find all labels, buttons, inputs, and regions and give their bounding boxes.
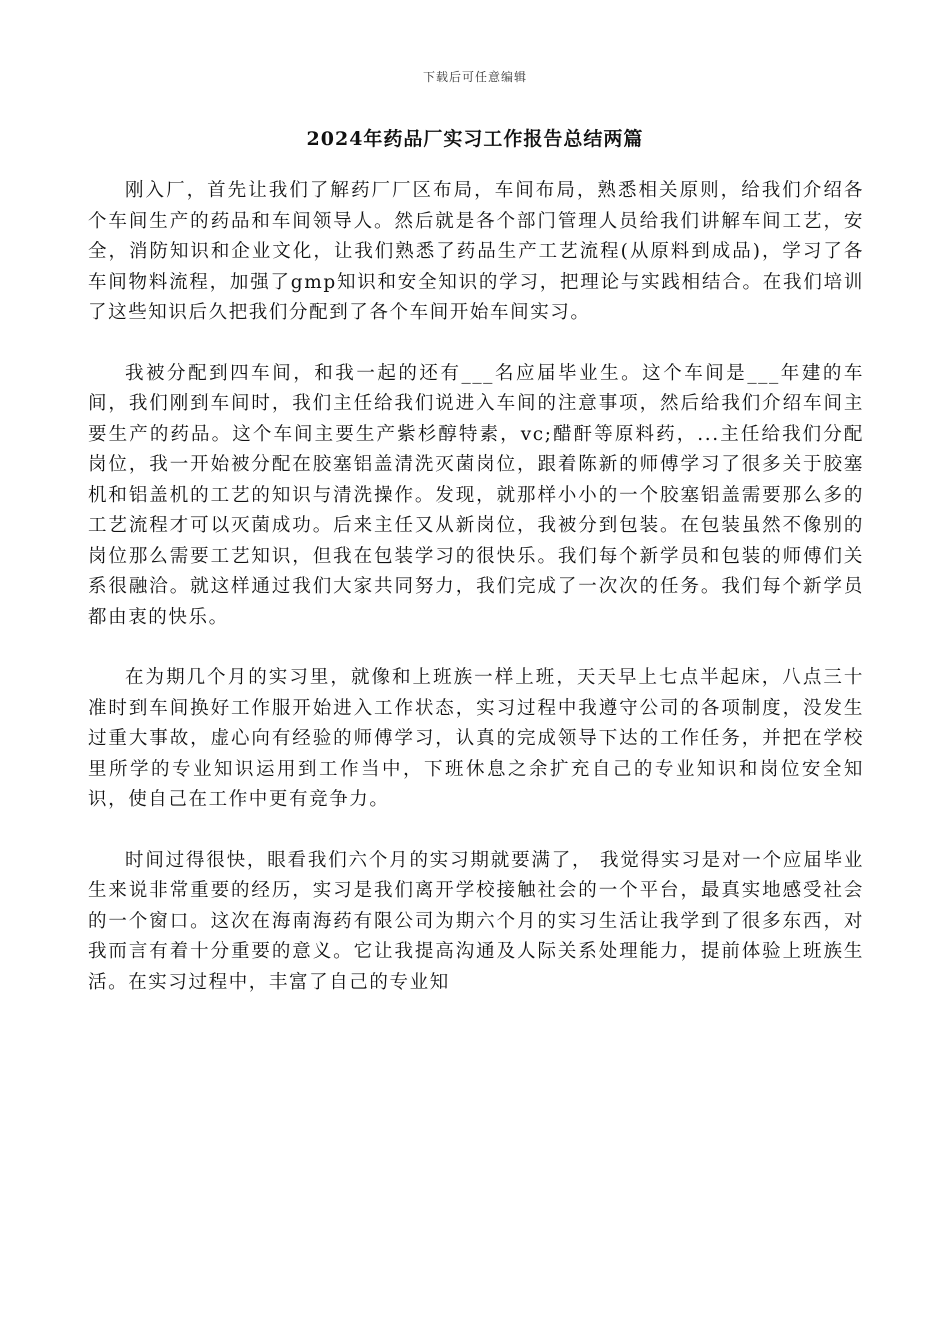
paragraph-4: 时间过得很快，眼看我们六个月的实习期就要满了， 我觉得实习是对一个应届毕业生来说非常重要的经历，实习是我们离开学校接触社会的一个平台，最真实地感受社会的一个窗口。这次在海南海药有限公司为期六个月的实习生活让我学到了很多东西，对我而言有着十分重要的意义。它让我提高沟通及人际关系处理能力，提前体验上班族生活。在实习过程中，丰富了自己的专业知	[88, 849, 864, 993]
document-title: 2024年药品厂实习工作报告总结两篇	[306, 128, 644, 150]
paragraph-3: 在为期几个月的实习里，就像和上班族一样上班，天天早上七点半起床，八点三十准时到车间换好工作服开始进入工作状态，实习过程中我遵守公司的各项制度，没发生过重大事故，虚心向有经验的师傅学习，认真的完成领导下达的工作任务，并把在学校里所学的专业知识运用到工作当中，下班休息之余扩充自己的专业知识和岗位安全知识，使自己在工作中更有竞争力。	[88, 667, 864, 810]
paragraph-1: 刚入厂，首先让我们了解药厂厂区布局，车间布局，熟悉相关原则，给我们介绍各个车间生产的药品和车间领导人。然后就是各个部门管理人员给我们讲解车间工艺，安全，消防知识和企业文化，让我们熟悉了药品生产工艺流程(从原料到成品)，学习了各车间物料流程，加强了gmp知识和安全知识的学习，把理论与实践相结合。在我们培训了这些知识后久把我们分配到了各个车间开始车间实习。	[88, 180, 864, 323]
header-note: 下载后可任意编辑	[422, 70, 527, 84]
document-body	[88, 176, 864, 1028]
paragraph-2: 我被分配到四车间，和我一起的还有___名应届毕业生。这个车间是___年建的车间，我们刚到车间时，我们主任给我们说进入车间的注意事项，然后给我们介绍车间主要生产的药品。这个车间主要生产紫杉醇特素，vc;醋酐等原料药，...主任给我们分配岗位，我一开始被分配在胶塞铝盖清洗灭菌岗位，跟着陈新的师傅学习了很多关于胶塞机和铝盖机的工艺的知识与清洗操作。发现，就那样小小的一个胶塞铝盖需要那么多的工艺流程才可以灭菌成功。后来主任又从新岗位，我被分到包装。在包装虽然不像别的岗位那么需要工艺知识，但我在包装学习的很快乐。我们每个新学员和包装的师傅们关系很融洽。就这样通过我们大家共同努力，我们完成了一次次的任务。我们每个新学员都由衷的快乐。	[88, 362, 864, 628]
